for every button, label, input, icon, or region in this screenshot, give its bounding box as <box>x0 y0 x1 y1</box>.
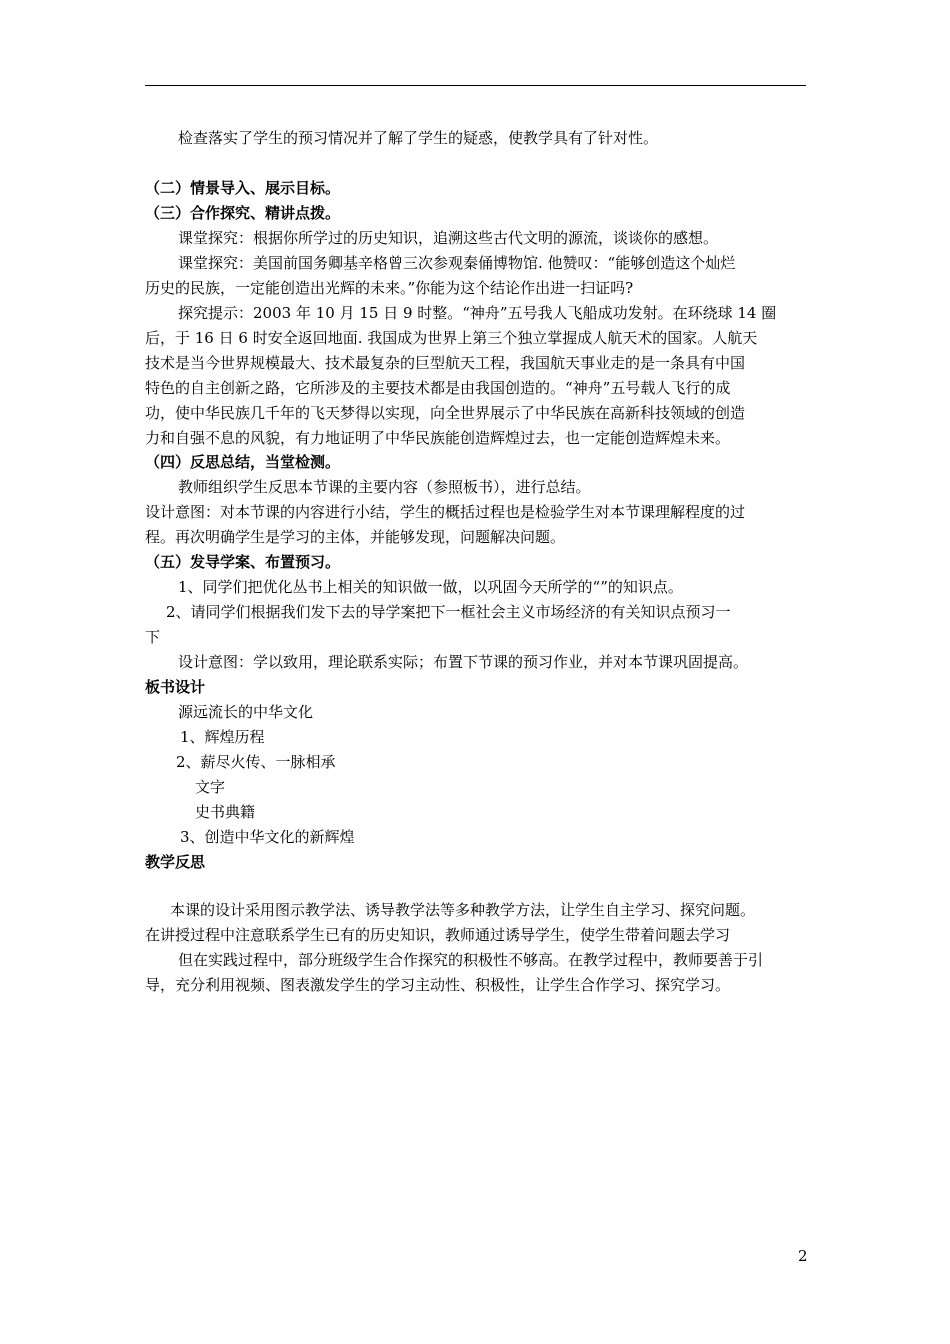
board-sub-1: 文字 <box>195 778 226 796</box>
hint-line-4: 特色的自主创新之路，它所涉及的主要技术都是由我国创造的。“神舟”五号载人飞行的成 <box>145 379 731 397</box>
reflection-heading: 教学反思 <box>145 853 206 871</box>
board-point-3: 3、创造中华文化的新辉煌 <box>180 828 355 846</box>
homework-item-2-line-1: 2、请同学们根据我们发下去的导学案把下一框社会主义市场经济的有关知识点预习一 <box>166 603 731 621</box>
section-5-heading: （五）发导学案、布置预习。 <box>145 553 341 571</box>
reflection-p2-line-1: 但在实践过程中，部分班级学生合作探究的积极性不够高。在教学过程中，教师要善于引 <box>178 951 764 969</box>
intro-text: 检查落实了学生的预习情况并了解了学生的疑惑，使教学具有了针对性。 <box>178 129 659 147</box>
board-point-2: 2、薪尽火传、一脉相承 <box>176 753 336 771</box>
hint-line-5: 功，使中华民族几千年的飞天梦得以实现，向全世界展示了中华民族在高新科技领域的创造 <box>145 404 746 422</box>
section-4-heading: （四）反思总结，当堂检测。 <box>145 453 341 471</box>
hint-line-2: 后，于 16 日 6 时安全返回地面. 我国成为世界上第三个独立掌握成人航天术的国家。人航天 <box>145 329 758 347</box>
reflection-p2-line-2: 导，充分利用视频、图表激发学生的学习主动性、积极性，让学生合作学习、探究学习。 <box>145 976 731 994</box>
page-number: 2 <box>798 1247 808 1265</box>
board-sub-2: 史书典籍 <box>195 803 256 821</box>
header-rule <box>145 85 806 86</box>
intent-5: 设计意图：学以致用，理论联系实际；布置下节课的预习作业，并对本节课巩固提高。 <box>178 653 749 671</box>
hint-line-6: 力和自强不息的风貌，有力地证明了中华民族能创造辉煌过去，也一定能创造辉煌未来。 <box>145 429 731 447</box>
board-title: 源远流长的中华文化 <box>178 703 314 721</box>
board-point-1: 1、辉煌历程 <box>180 728 265 746</box>
hint-line-3: 技术是当今世界规模最大、技术最复杂的巨型航天工程，我国航天事业走的是一条具有中国 <box>145 354 746 372</box>
section-3-heading: （三）合作探究、精讲点拨。 <box>145 204 341 222</box>
explore-2-line-1: 课堂探究：美国前国务卿基辛格曾三次参观秦俑博物馆. 他赞叹：“能够创造这个灿烂 <box>178 254 736 272</box>
summary-text: 教师组织学生反思本节课的主要内容（参照板书），进行总结。 <box>178 478 591 496</box>
reflection-p1-line-1: 本课的设计采用图示教学法、诱导教学法等多种教学方法，让学生自主学习、探究问题。 <box>170 901 756 919</box>
board-heading: 板书设计 <box>145 678 206 696</box>
explore-2-line-2: 历史的民族，一定能创造出光辉的未来。”你能为这个结论作出进一扫证吗? <box>145 279 634 297</box>
homework-item-2-line-2: 下 <box>145 628 161 646</box>
hint-line-1: 探究提示：2003 年 10 月 15 日 9 时整。“神舟”五号我人飞船成功发射。在环绕球 14 圈 <box>178 304 777 322</box>
explore-1: 课堂探究：根据你所学过的历史知识，追溯这些古代文明的源流，谈谈你的感想。 <box>178 229 719 247</box>
homework-item-1: 1、同学们把优化丛书上相关的知识做一做，以巩固今天所学的“”的知识点。 <box>178 578 683 596</box>
reflection-p1-line-2: 在讲授过程中注意联系学生已有的历史知识，教师通过诱导学生，使学生带着问题去学习 <box>145 926 731 944</box>
intent-4-line-1: 设计意图：对本节课的内容进行小结，学生的概括过程也是检验学生对本节课理解程度的过 <box>145 503 746 521</box>
section-2-heading: （二）情景导入、展示目标。 <box>145 179 341 197</box>
intent-4-line-2: 程。再次明确学生是学习的主体，并能够发现，问题解决问题。 <box>145 528 566 546</box>
